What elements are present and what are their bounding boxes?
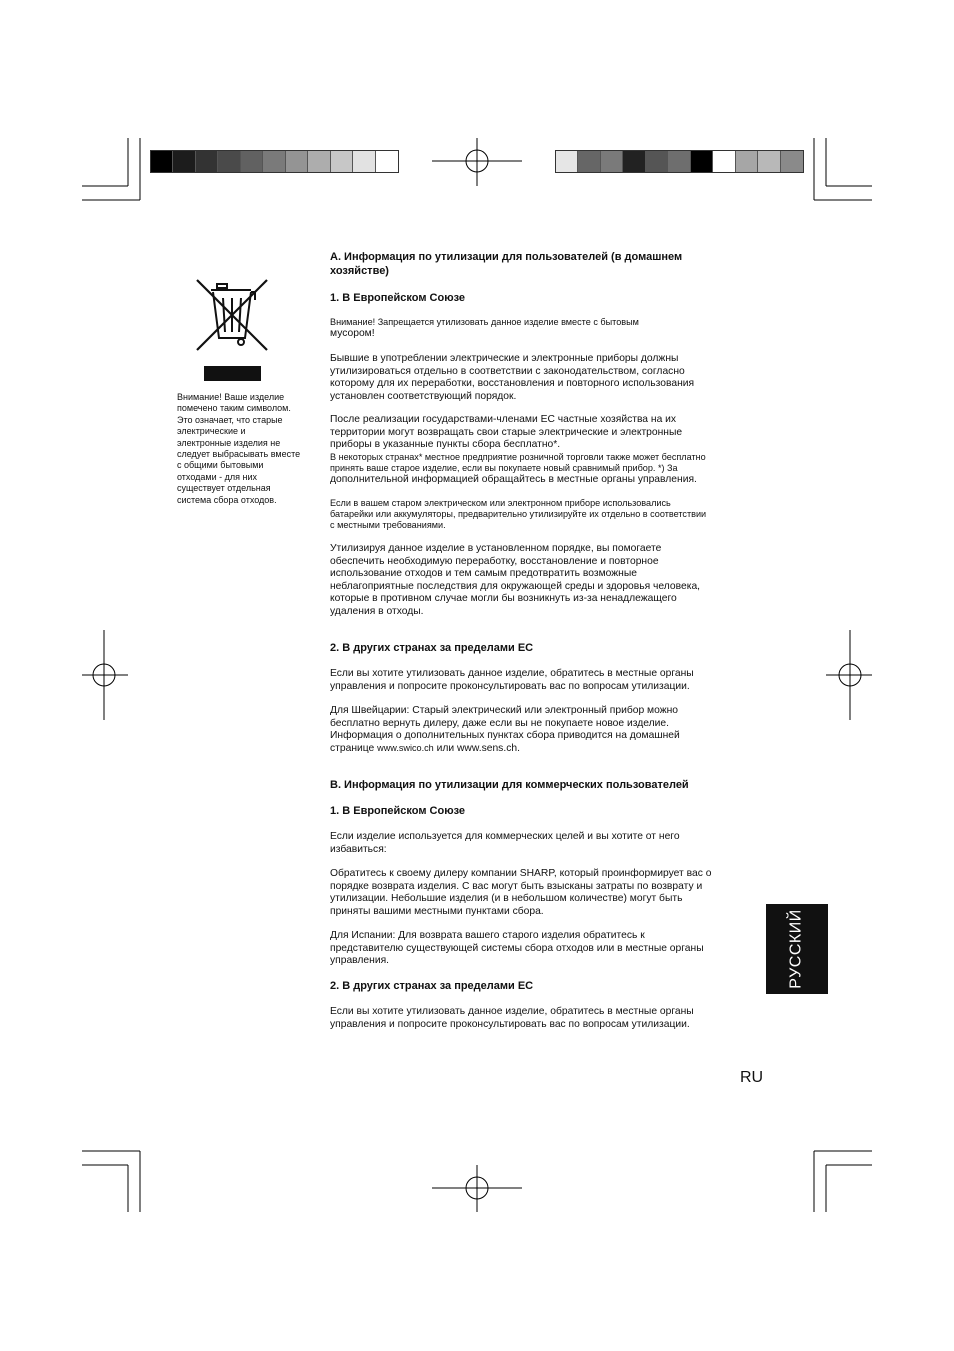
calibration-swatch <box>353 151 375 172</box>
section-a-paragraph-3: Если в вашем старом электрическом или электронном приборе использовались батарейки или аккумуляторы, предварительно утилизируйте их отдельно в соответствии с местными требованиями. <box>330 498 707 531</box>
calibration-swatch <box>691 151 713 172</box>
section-a-title: A. Информация по утилизации для пользователей (в домашнем хозяйстве) <box>330 251 683 277</box>
swico-link[interactable]: www.swico.ch <box>377 742 434 753</box>
section-a-paragraph-4: Утилизируя данное изделие в установленном порядке, вы помогаете обеспечить необходимую переработку, восстановление и повторное использование отходов и тем самым предотвратить возможные неблагоприятные последствия для окружающей среды и здоровья человека, которые в противном случае могли бы возникнуть из-за ненадлежащего удаления в отходы. <box>330 543 701 617</box>
section-a-sub2-heading: 2. В других странах за пределами ЕС <box>330 642 534 654</box>
section-b-paragraph-2: Обратитесь к своему дилеру компании SHARP, который проинформирует вас о порядке возврата изделия. С вас могут быть взысканы затраты по возврату и утилизации. Небольшие изделия (и в небольшом количестве) могут быть приняты вашими местными пунктами сбора. <box>330 868 712 917</box>
calibration-bar-right <box>555 150 804 173</box>
language-side-tab-label: РУССКИЙ <box>788 909 806 989</box>
calibration-swatch <box>736 151 758 172</box>
calibration-swatch <box>668 151 690 172</box>
calibration-swatch <box>173 151 195 172</box>
calibration-swatch <box>263 151 285 172</box>
calibration-swatch <box>241 151 263 172</box>
section-a-paragraph-6: Для Швейцарии: Старый электрический или электронный прибор можно бесплатно вернуть дилеру, даже если вы не покупаете новое изделие. Информация о дополнительных пунктах сбора приводится на домашней странице www.swico.ch или www.sens.ch. <box>330 705 740 755</box>
calibration-swatch <box>151 151 173 172</box>
page-language-code: RU <box>740 1069 764 1086</box>
sens-link[interactable]: www.sens.ch. <box>456 742 520 754</box>
section-a-paragraph-5: Если вы хотите утилизовать данное изделие, обратитесь в местные органы управления и попросите проконсультировать вас по вопросам утилизации. <box>330 668 694 692</box>
calibration-swatch <box>218 151 240 172</box>
calibration-swatch <box>713 151 735 172</box>
calibration-swatch <box>781 151 803 172</box>
calibration-swatch <box>601 151 623 172</box>
section-a-sub1-heading: 1. В Европейском Союзе <box>330 292 466 304</box>
calibration-swatch <box>623 151 645 172</box>
section-b-paragraph-1: Если изделие используется для коммерческих целей и вы хотите от него избавиться: <box>330 831 680 855</box>
calibration-swatch <box>308 151 330 172</box>
calibration-swatch <box>286 151 308 172</box>
section-a-warning: Внимание! Запрещается утилизовать данное изделие вместе с бытовым мусором! <box>330 317 639 340</box>
calibration-swatch <box>331 151 353 172</box>
calibration-swatch <box>758 151 780 172</box>
section-b-paragraph-4: Если вы хотите утилизовать данное изделие, обратитесь в местные органы управления и попросите проконсультировать вас по вопросам утилизации. <box>330 1006 694 1030</box>
calibration-swatch <box>196 151 218 172</box>
calibration-swatch <box>376 151 398 172</box>
calibration-swatch <box>646 151 668 172</box>
section-a-paragraph-2: После реализации государствами-членами ЕС частные хозяйства на их территории могут возвращать свои старые электрические и электронные приборы в указанные пункты сбора бесплатно*. В некоторых странах* местное предприятие розничной торговли также может бесплатно принять ваше старое изделие, если вы покупаете новый сравнимый прибор. *) За дополнительной информацией обращайтесь в местные органы управления. <box>330 414 706 486</box>
language-side-tab <box>766 904 828 994</box>
section-a-paragraph-1: Бывшие в употреблении электрические и электронные приборы должны утилизироваться отдельно в соответствии с законодательством, согласно которому для их переработки, восстановления и повторного использования установлен соответствующий порядок. <box>330 353 695 402</box>
calibration-swatch <box>556 151 578 172</box>
section-b-title: B. Информация по утилизации для коммерческих пользователей <box>330 779 689 791</box>
section-b-sub1-heading: 1. В Европейском Союзе <box>330 805 466 817</box>
calibration-bar-left <box>150 150 399 173</box>
weee-caption: Внимание! Ваше изделие помечено таким символом. Это означает, что старые электрические и электронные изделия не следует выбрасывать вместе с общими бытовыми отходами - для них существует отдельная система сбора отходов. <box>177 392 301 505</box>
crossed-out-wheelie-bin-icon <box>193 276 271 382</box>
section-b-sub2-heading: 2. В других странах за пределами ЕС <box>330 980 534 992</box>
swiss-links-line: странице www.swico.ch или www.sens.ch. <box>330 742 520 754</box>
section-b-paragraph-3: Для Испании: Для возврата вашего старого изделия обратитесь к представителю существующей системы сбора отходов или в местные органы управления. <box>330 930 704 967</box>
calibration-swatch <box>578 151 600 172</box>
